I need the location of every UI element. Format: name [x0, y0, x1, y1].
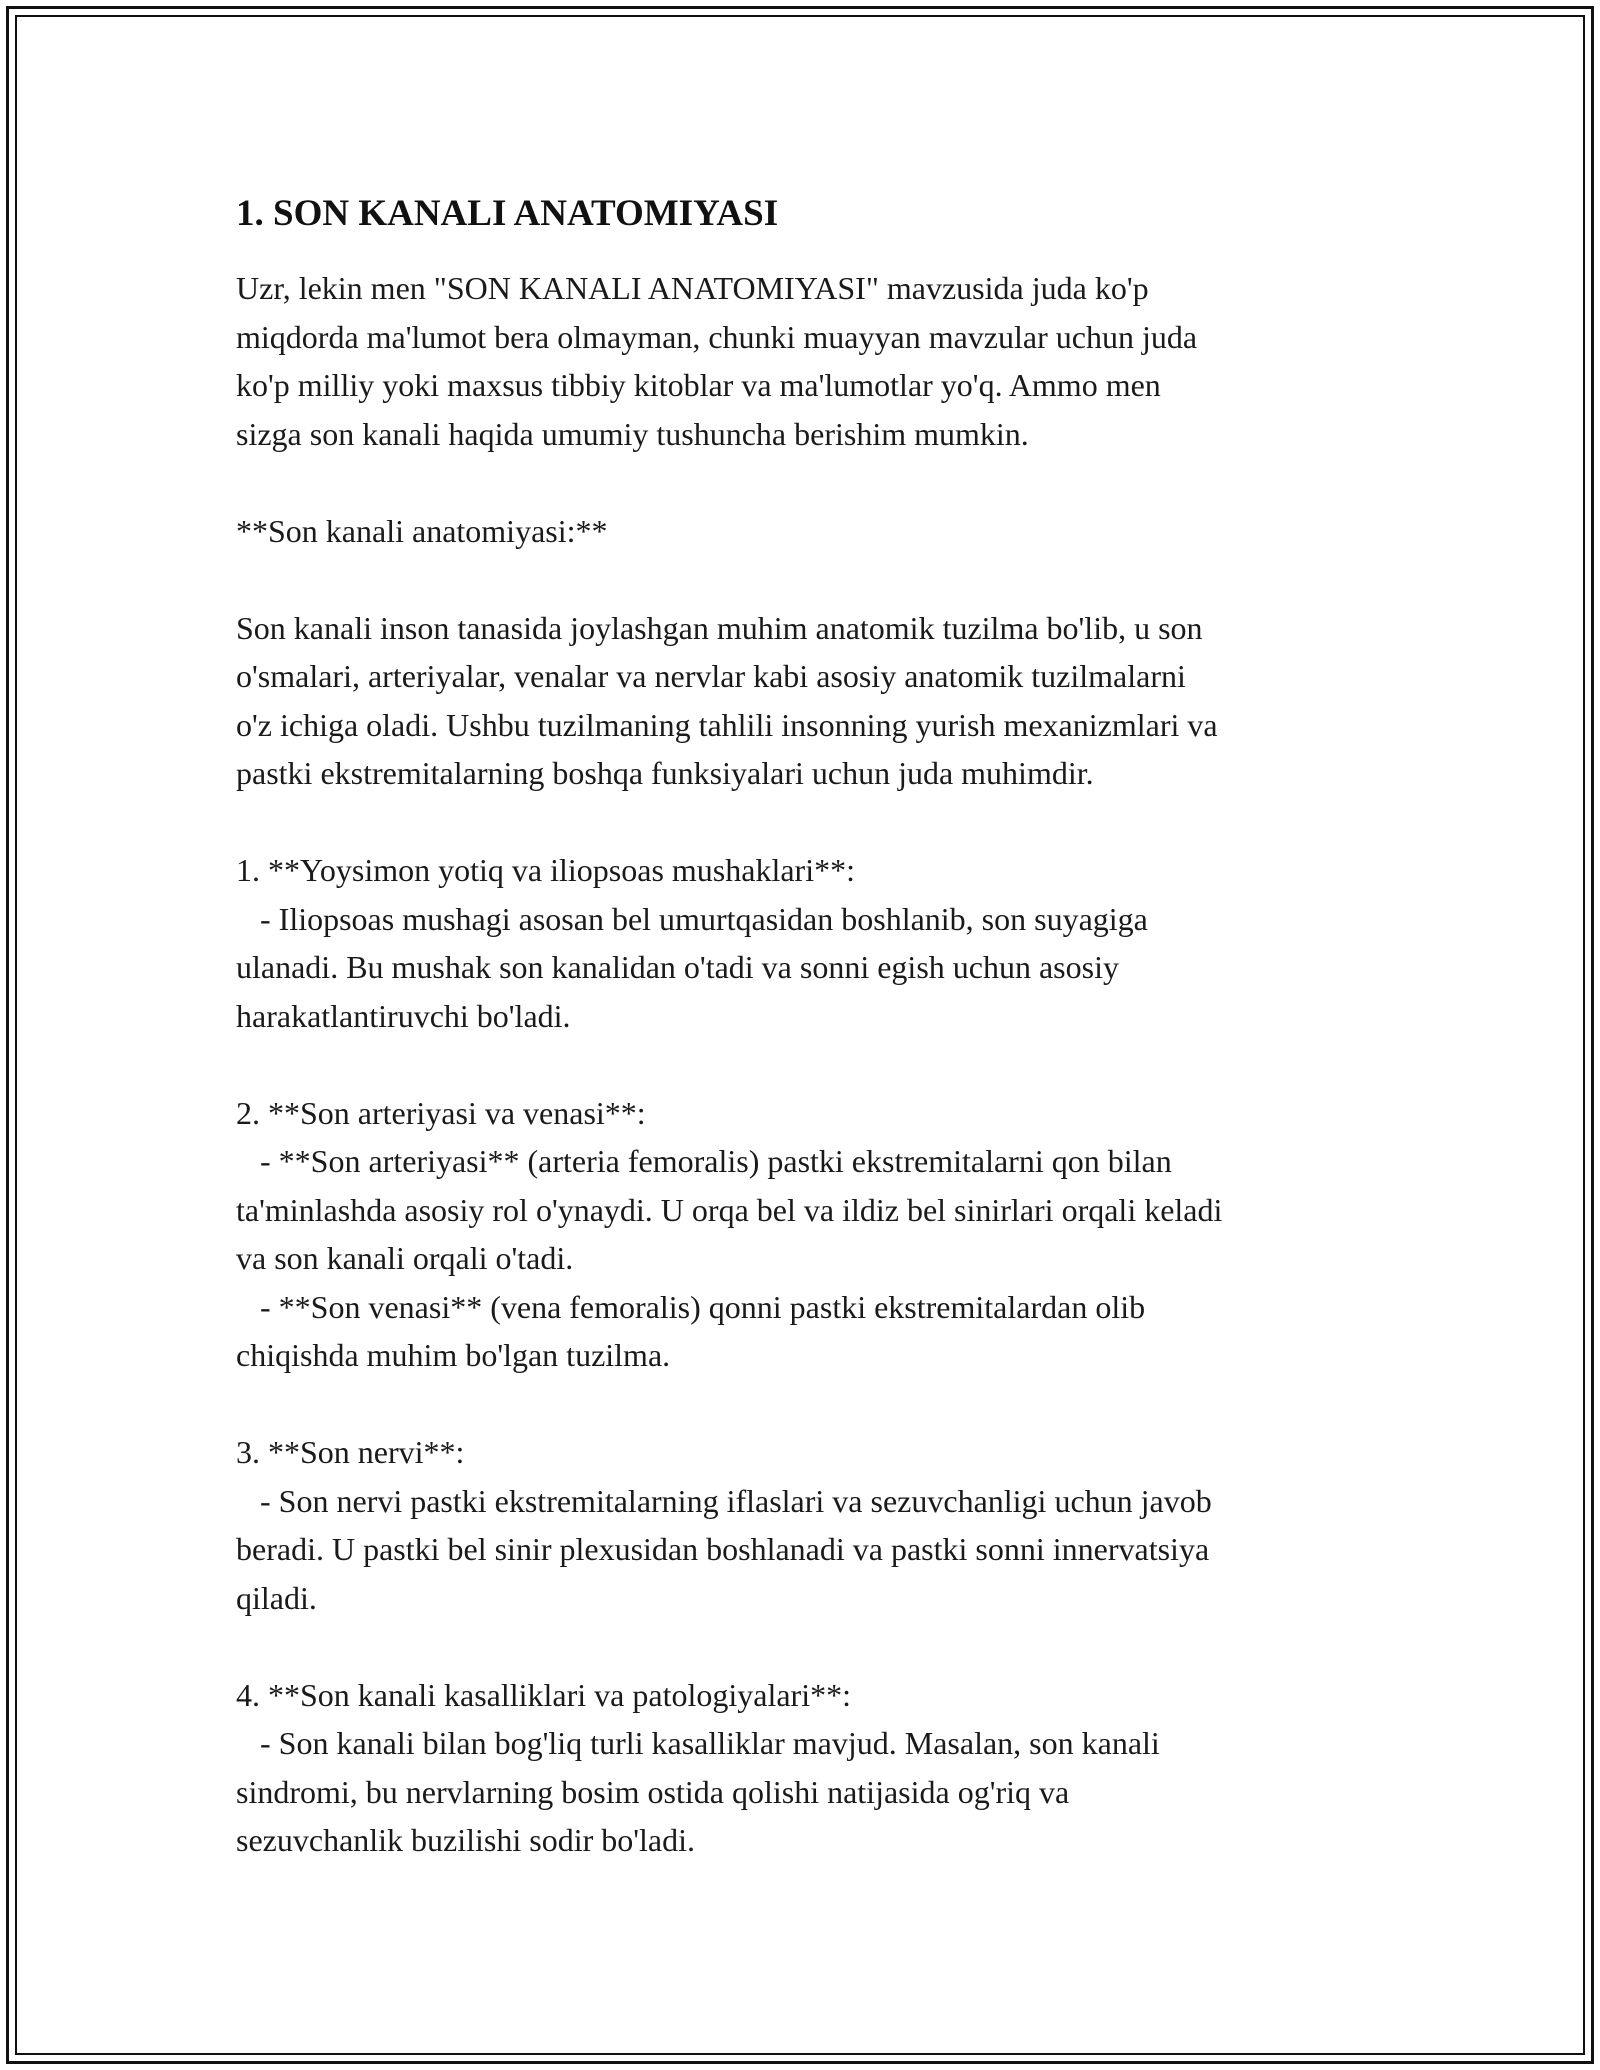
section-3 — [236, 1428, 1376, 1622]
overview-paragraph: Son kanali inson tanasida joylashgan muhim anatomik tuzilma bo'lib, u son o'smalari, arteriyalar, venalar va nervlar kabi asosiy anatomik tuzilmalarni o'z ichiga oladi. Ushbu tuzilmaning tahlili insonning yurish mexanizmlari va pastki ekstremitalarning boshqa funksiyalari uchun juda muhimdir. — [236, 609, 1218, 791]
document-body — [236, 190, 1376, 1865]
section-heading: 2. **Son arteriyasi va venasi**: — [236, 1094, 646, 1131]
intro-paragraph: Uzr, lekin men "SON KANALI ANATOMIYASI" mavzusida juda ko'p miqdorda ma'lumot bera olmayman, chunki muayyan mavzular uchun juda ko'p milliy yoki maxsus tibbiy kitoblar va ma'lumotlar yo'q. Ammo men sizga son kanali haqida umumiy tushuncha berishim mumkin. — [236, 270, 1198, 452]
section-heading: 4. **Son kanali kasalliklari va patologiyalari**: — [236, 1676, 851, 1713]
document-title: 1. SON KANALI ANATOMIYASI — [236, 193, 779, 234]
section-heading: 3. **Son nervi**: — [236, 1434, 465, 1470]
section-body: - Son nervi pastki ekstremitalarning iflaslari va sezuvchanligi uchun javob beradi. U pastki bel sinir plexusidan boshlanadi va pastki sonni innervatsiya qiladi. — [236, 1482, 1212, 1616]
section-1 — [236, 846, 1376, 1040]
subheading: **Son kanali anatomiyasi:** — [236, 512, 608, 549]
section-body: - Son kanali bilan bog'liq turli kasalliklar mavjud. Masalan, son kanali sindromi, bu nervlarning bosim ostida qolishi natijasida og'riq va sezuvchanlik buzilishi sodir bo'ladi. — [236, 1725, 1160, 1858]
section-body: - **Son arteriyasi** (arteria femoralis) pastki ekstremitalarni qon bilan ta'minlashda asosiy rol o'ynaydi. U orqa bel va ildiz bel sinirlari orqali keladi va son kanali orqali o'tadi. - **Son venasi** (vena femoralis) qonni pastki ekstremitalardan olib chiqishda muhim bo'lgan tuzilma. — [236, 1143, 1223, 1373]
section-body: - Iliopsoas mushagi asosan bel umurtqasidan boshlanib, son suyagiga ulanadi. Bu mushak son kanalidan o'tadi va sonni egish uchun asosiy harakatlantiruvchi bo'ladi. — [236, 900, 1148, 1034]
section-heading: 1. **Yoysimon yotiq va iliopsoas mushaklari**: — [236, 852, 855, 888]
section-4 — [236, 1671, 1376, 1865]
section-2 — [236, 1089, 1376, 1380]
